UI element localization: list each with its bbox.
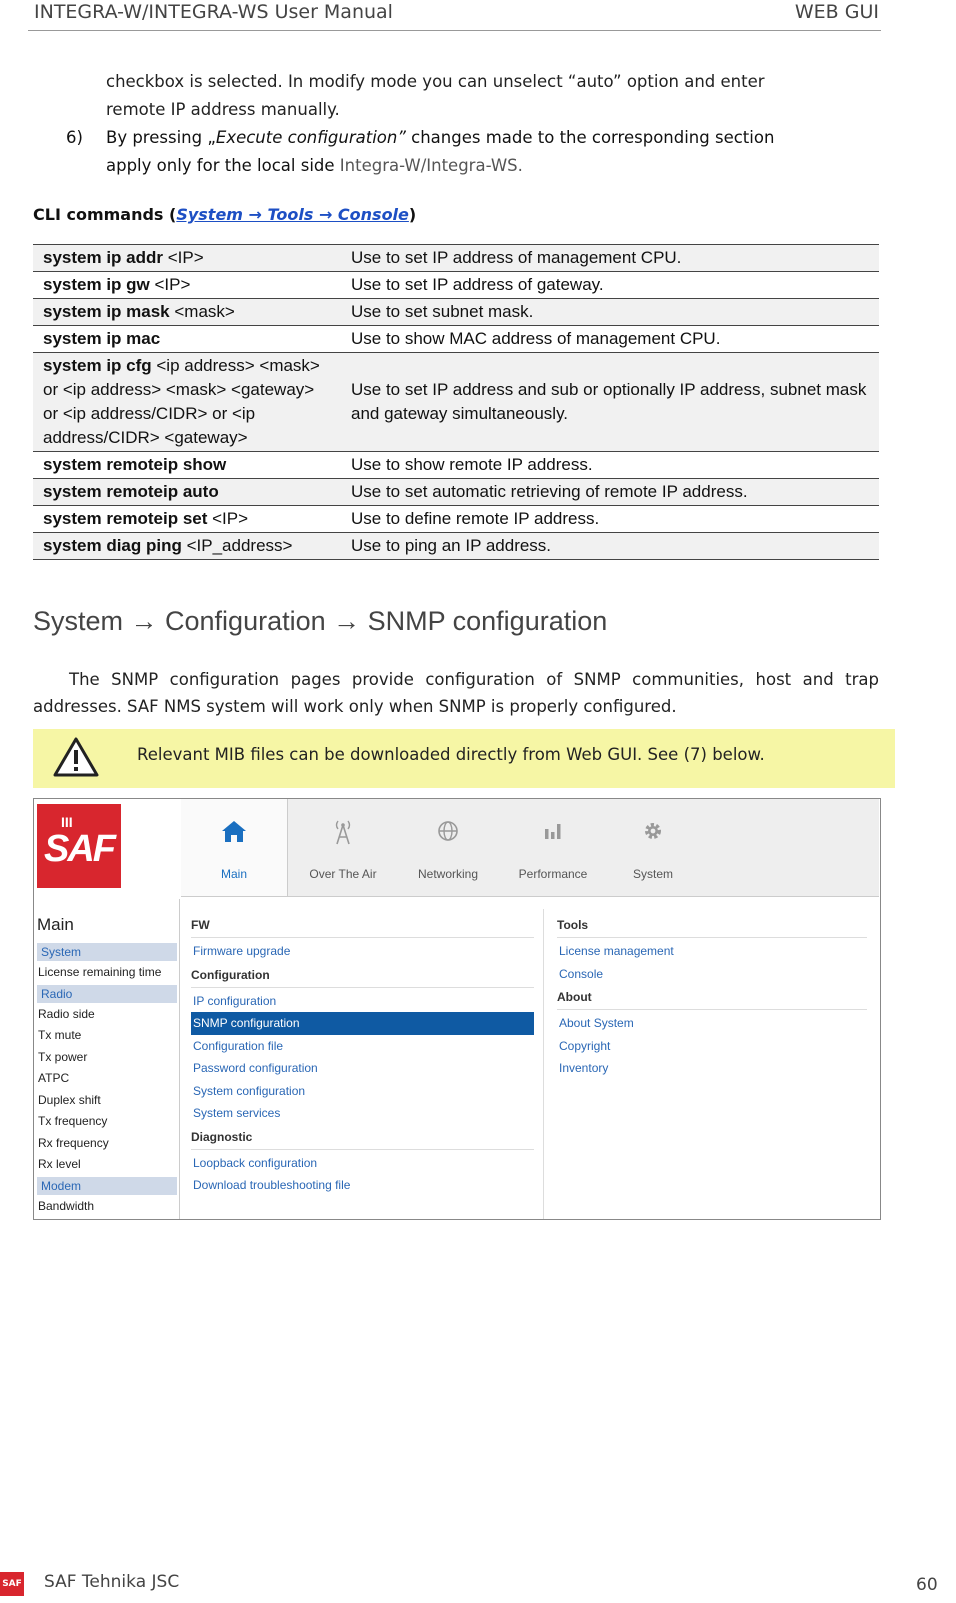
- menu-link[interactable]: Copyright: [559, 1038, 611, 1053]
- nav-main[interactable]: [181, 799, 287, 896]
- command-description: Use to set IP address and sub or optionally IP address, subnet mask and gateway simultaneously.: [341, 353, 879, 452]
- menu-link[interactable]: IP configuration: [193, 993, 277, 1008]
- menu-link[interactable]: System services: [193, 1106, 281, 1120]
- command-args: <IP>: [163, 248, 204, 267]
- cli-commands-heading: [33, 205, 416, 224]
- nav-divider: [287, 799, 288, 896]
- footer-logo: SAF: [0, 1572, 24, 1596]
- home-icon: [181, 819, 287, 849]
- menu-link[interactable]: Download troubleshooting file: [193, 1178, 351, 1192]
- intro-line-1: checkbox is selected. In modify mode you can unselect “auto” option and enter: [106, 72, 765, 91]
- item-text-2b: Integra-W/Integra-WS.: [339, 156, 523, 175]
- about-title: About: [557, 990, 592, 1004]
- command-name: system ip addr: [43, 248, 163, 267]
- cli-prefix: CLI commands (: [33, 205, 177, 224]
- command-description: Use to ping an IP address.: [341, 533, 879, 560]
- divider: [191, 937, 534, 938]
- item-number: 6): [66, 128, 83, 147]
- table-row: [33, 326, 879, 353]
- command-args: <IP>: [149, 275, 191, 294]
- command-name: system diag ping: [43, 536, 182, 555]
- item-text-post: changes made to the corresponding section: [405, 128, 775, 147]
- command-cell: [33, 272, 341, 299]
- command-cell: [33, 245, 341, 272]
- nav-system-label: System: [632, 867, 673, 881]
- item-6-line-1: [106, 124, 774, 152]
- sidebar-item: Tx mute: [38, 1028, 82, 1042]
- cli-console-link[interactable]: System → Tools → Console: [176, 205, 409, 224]
- section-title: System → Configuration → SNMP configuration: [33, 606, 608, 636]
- table-row: [33, 533, 879, 560]
- command-name: system ip mac: [43, 329, 161, 348]
- antenna-icon: [295, 819, 391, 851]
- item-text: By pressing „: [106, 128, 216, 147]
- command-cell: [33, 533, 341, 560]
- table-row: [33, 272, 879, 299]
- header-title: INTEGRA-W/INTEGRA-WS User Manual: [34, 1, 393, 23]
- menu-link[interactable]: SNMP configuration: [191, 1012, 534, 1035]
- nav-main-label: Main: [220, 867, 247, 881]
- command-cell: [33, 452, 341, 479]
- menu-link[interactable]: License management: [559, 944, 674, 958]
- gear-icon: [613, 819, 693, 849]
- menu-link[interactable]: Loopback configuration: [193, 1155, 318, 1170]
- divider: [557, 937, 867, 938]
- sidebar-item: Tx power: [38, 1049, 88, 1064]
- command-description: Use to set IP address of gateway.: [341, 272, 879, 299]
- command-name: system ip cfg: [43, 356, 152, 375]
- command-description: Use to set IP address of management CPU.: [341, 245, 879, 272]
- nav-networking-label: Networking: [417, 867, 479, 881]
- sidebar-item: Duplex shift: [38, 1092, 101, 1107]
- command-cell: [33, 479, 341, 506]
- command-description: Use to set automatic retrieving of remote IP address.: [341, 479, 879, 506]
- nav-performance[interactable]: [503, 799, 603, 896]
- page-header: [28, 0, 881, 31]
- sidebar-item: License remaining time: [38, 965, 162, 979]
- command-description: Use to define remote IP address.: [341, 506, 879, 533]
- sidebar-group-header: Radio: [37, 985, 177, 1003]
- command-cell: [33, 326, 341, 353]
- table-row: [33, 479, 879, 506]
- sidebar-item: Radio side: [38, 1006, 95, 1021]
- web-gui-screenshot: [33, 798, 881, 1220]
- sidebar-item: Bandwidth: [38, 1198, 95, 1213]
- top-nav-bar: [181, 799, 879, 897]
- command-name: system ip gw: [43, 275, 150, 294]
- menu-link[interactable]: Console: [559, 966, 604, 981]
- sidebar-status-list: [37, 942, 177, 1217]
- footer-company: SAF Tehnika JSC: [44, 1572, 180, 1592]
- nav-over-the-air-label: Over The Air: [309, 867, 377, 881]
- fw-title: FW: [191, 918, 210, 932]
- command-name: system remoteip auto: [43, 482, 219, 501]
- nav-over-the-air[interactable]: [295, 799, 391, 896]
- item-emphasis: Execute configuration”: [215, 128, 406, 147]
- command-name: system remoteip set: [43, 509, 208, 528]
- sidebar-item: Tx frequency: [38, 1114, 108, 1128]
- note-box: [33, 729, 895, 788]
- command-args: <mask>: [169, 302, 235, 321]
- menu-link[interactable]: Inventory: [559, 1061, 609, 1075]
- menu-column-right: [557, 913, 867, 1080]
- menu-link[interactable]: Password configuration: [193, 1061, 318, 1075]
- table-row: [33, 353, 879, 452]
- sidebar-title: Main: [37, 915, 74, 934]
- logo-bars: III: [61, 814, 73, 830]
- menu-link[interactable]: System configuration: [193, 1083, 306, 1098]
- table-row: [33, 506, 879, 533]
- sidebar-group-header: Modem: [37, 1177, 177, 1195]
- diagnostic-title: Diagnostic: [191, 1129, 253, 1144]
- sidebar-divider: [179, 899, 180, 1219]
- table-row: [33, 245, 879, 272]
- menu-link[interactable]: About System: [559, 1016, 634, 1030]
- table-row: [33, 299, 879, 326]
- saf-logo: [37, 804, 121, 888]
- configuration-title: Configuration: [191, 967, 270, 982]
- menu-column-left: [191, 913, 534, 1197]
- page-number: 60: [916, 1575, 938, 1595]
- table-row: [33, 452, 879, 479]
- command-description: Use to show MAC address of management CPU.: [341, 326, 879, 353]
- command-cell: [33, 506, 341, 533]
- intro-line-2: remote IP address manually.: [106, 100, 340, 119]
- logo-text: SAF: [44, 828, 114, 870]
- bar-chart-icon: [503, 819, 603, 849]
- item-6-line-2: [106, 152, 523, 180]
- nav-networking[interactable]: [403, 799, 493, 896]
- nav-system[interactable]: [613, 799, 693, 896]
- menu-link[interactable]: Firmware upgrade: [193, 944, 291, 958]
- column-divider: [543, 909, 544, 1219]
- command-description: Use to show remote IP address.: [341, 452, 879, 479]
- section-paragraph: The SNMP configuration pages provide configuration of SNMP communities, host and trap addresses. SAF NMS system will work only when SNMP is properly configured.: [33, 670, 879, 716]
- sidebar-item: Rx level: [38, 1157, 81, 1171]
- command-cell: [33, 299, 341, 326]
- divider: [557, 1009, 867, 1010]
- warning-icon: [53, 736, 99, 778]
- item-text-2a: apply only for the local side: [106, 156, 340, 175]
- globe-icon: [403, 819, 493, 849]
- sidebar-item: ATPC: [38, 1071, 70, 1085]
- command-cell: [33, 353, 341, 452]
- nav-performance-label: Performance: [518, 867, 588, 881]
- command-name: system ip mask: [43, 302, 170, 321]
- command-args: <IP>: [207, 509, 249, 528]
- command-name: system remoteip show: [43, 455, 227, 474]
- menu-link[interactable]: Configuration file: [193, 1038, 284, 1053]
- sidebar-item: Rx frequency: [38, 1135, 109, 1150]
- command-args: <ip address> <mask> or <ip address> <mask> <gateway> or <ip address/CIDR> or <ip address/CIDR> <gateway>: [43, 356, 320, 447]
- tools-title: Tools: [557, 918, 589, 932]
- cli-suffix: ): [408, 205, 417, 224]
- sidebar-group-header: System: [37, 943, 177, 961]
- command-description: Use to set subnet mask.: [341, 299, 879, 326]
- divider: [191, 987, 534, 988]
- header-section: WEB GUI: [794, 1, 879, 23]
- cli-commands-table: [33, 244, 879, 560]
- divider: [191, 1149, 534, 1150]
- command-args: <IP_address>: [181, 536, 293, 555]
- note-text: Relevant MIB files can be downloaded directly from Web GUI. See (7) below.: [137, 745, 765, 764]
